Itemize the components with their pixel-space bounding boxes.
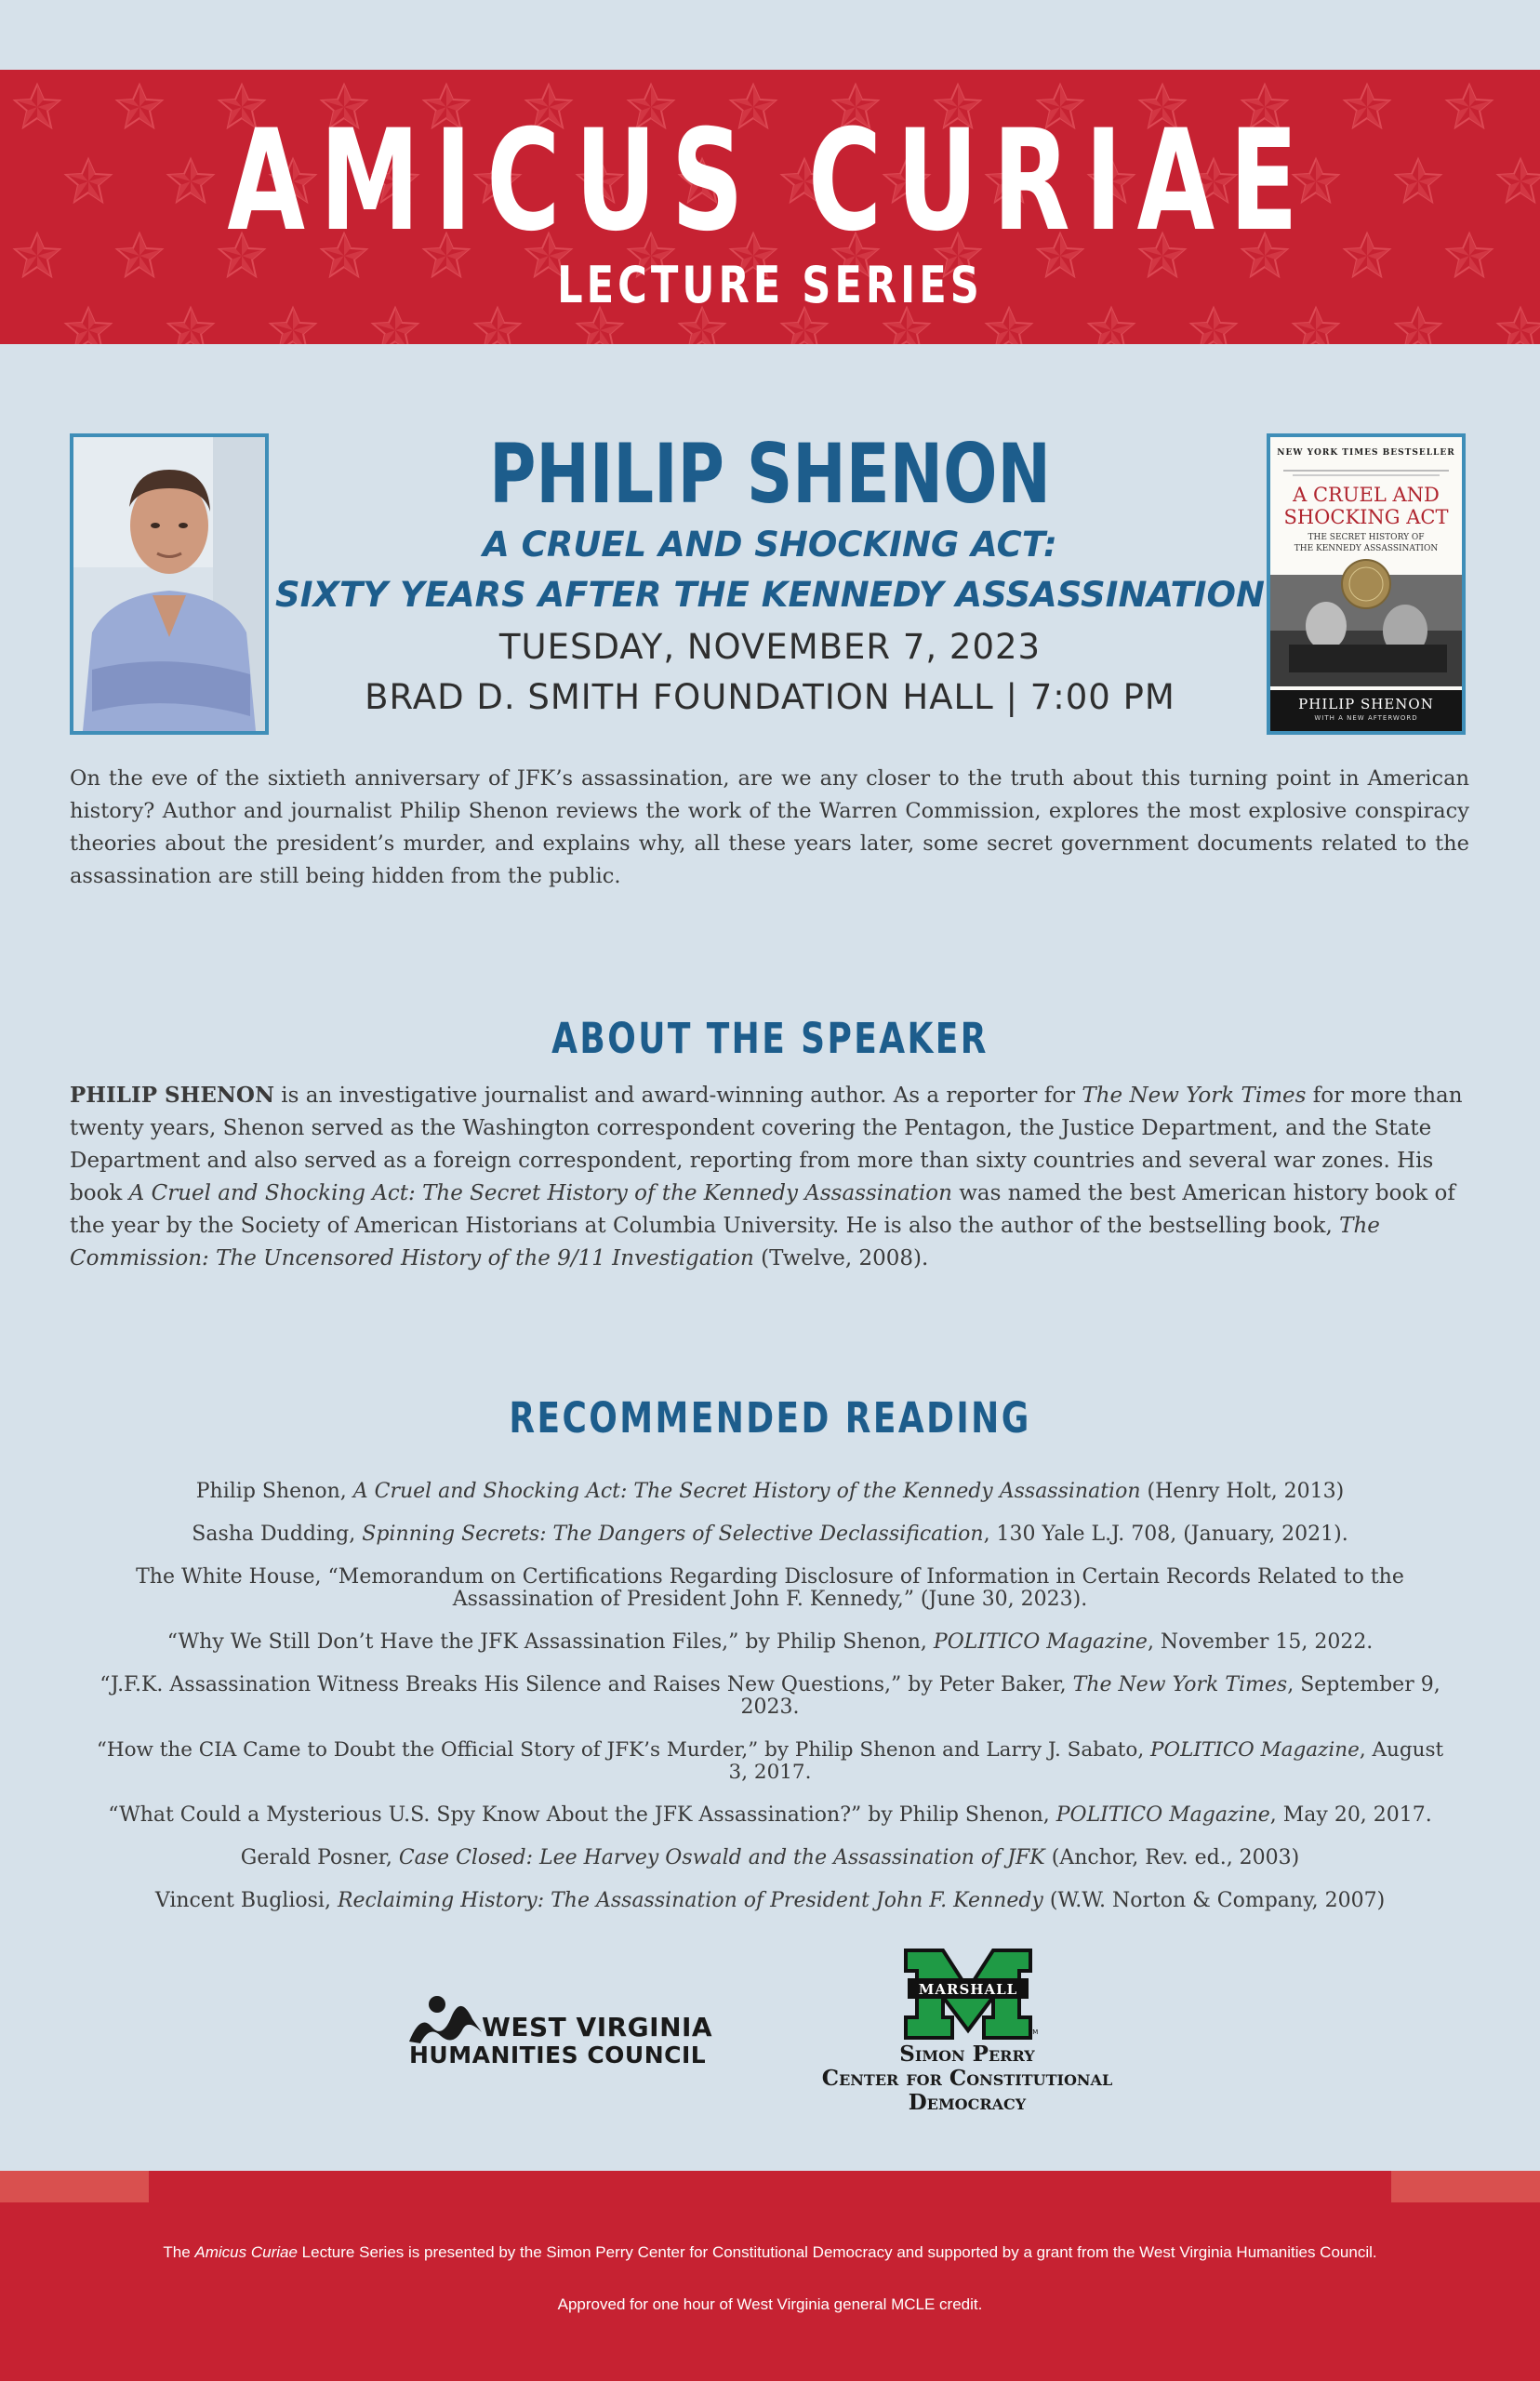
footer-sponsorship-note: The Amicus Curiae Lecture Series is presented by the Simon Perry Center for Constitutional Democracy and supported by a grant from the West Virginia Humanities Council. (163, 2243, 1377, 2261)
center-name-line1: Simon Perry (899, 2042, 1035, 2067)
event-date: TUESDAY, NOVEMBER 7, 2023 (498, 627, 1042, 667)
wvhc-logo: WEST VIRGINIA HUMANITIES COUNCIL (409, 1995, 744, 2069)
event-description: On the eve of the sixtieth anniversary of JFK’s assassination, are we any closer to the truth about this turning point in American history? Author and journalist Philip Shenon reviews the work of the Warren Commission, explores the most explosive conspiracy theories about the president’s murder, and explains why, all these years later, some secret government documents related to the assassination are still being hidden from the public. (70, 766, 1469, 888)
talk-title-line2: SIXTY YEARS AFTER THE KENNEDY ASSASSINATION (275, 575, 1265, 615)
reading-item: Philip Shenon, A Cruel and Shocking Act: The Secret History of the Kennedy Assassination (Henry Holt, 2013) (195, 1480, 1345, 1503)
reading-item: “Why We Still Don’t Have the JFK Assassination Files,” by Philip Shenon, POLITICO Magazine, November 15, 2022. (166, 1630, 1374, 1654)
footer-tab-right (1391, 2171, 1540, 2202)
reading-item: Gerald Posner, Case Closed: Lee Harvey Oswald and the Assassination of JFK (Anchor, Rev. ed., 2003) (240, 1846, 1300, 1869)
event-location-time: BRAD D. SMITH FOUNDATION HALL | 7:00 PM (365, 677, 1175, 717)
reading-item: The White House, “Memorandum on Certifications Regarding Disclosure of Information in Certain Records Related to the Assassination of President John F. Kennedy,” (June 30, 2023). (136, 1565, 1404, 1611)
reading-heading: RECOMMENDED READING (509, 1393, 1031, 1443)
talk-title-line1: A CRUEL AND SHOCKING ACT: (483, 525, 1057, 565)
book-cover-subtitle: THE SECRET HISTORY OF THE KENNEDY ASSASSINATION (1294, 533, 1439, 553)
reading-item: “What Could a Mysterious U.S. Spy Know About the JFK Assassination?” by Philip Shenon, POLITICO Magazine, May 20, 2017. (108, 1803, 1432, 1827)
series-title: AMICUS CURIAE (227, 100, 1313, 262)
about-speaker-name: PHILIP SHENON (70, 1083, 274, 1108)
marshall-badge-text: MARSHALL (918, 1981, 1018, 1998)
marshall-logo (898, 1947, 1038, 2042)
footer-mcle-note: Approved for one hour of West Virginia general MCLE credit. (557, 2295, 983, 2313)
marshall-tm: TM (1029, 2029, 1039, 2036)
reading-item: “J.F.K. Assassination Witness Breaks His Silence and Raises New Questions,” by Peter Baker, The New York Times, September 9, 2023. (100, 1673, 1440, 1719)
center-name-line2: Center for Constitutional (821, 2066, 1113, 2091)
footer-tab-left (0, 2171, 149, 2202)
reading-item: “How the CIA Came to Doubt the Official Story of JFK’s Murder,” by Philip Shenon and Larry J. Sabato, POLITICO Magazine, August 3, 2017. (96, 1738, 1444, 1784)
book-cover-bestseller: NEW YORK TIMES BESTSELLER (1277, 448, 1455, 458)
footer (0, 2171, 1540, 2381)
book-cover-title: A CRUEL AND SHOCKING ACT (1283, 484, 1449, 528)
header-banner (0, 70, 1540, 344)
book-cover-author: PHILIP SHENON (1298, 696, 1434, 712)
reading-list (93, 1481, 1447, 1933)
series-subtitle: LECTURE SERIES (557, 256, 983, 314)
reading-item: Vincent Bugliosi, Reclaiming History: The Assassination of President John F. Kennedy (W.W. Norton & Company, 2007) (154, 1889, 1386, 1912)
speaker-name: PHILIP SHENON (489, 426, 1051, 522)
about-heading: ABOUT THE SPEAKER (551, 1014, 989, 1063)
center-name-line3: Democracy (908, 2090, 1027, 2115)
book-cover-afterword: WITH A NEW AFTERWORD (1314, 714, 1418, 722)
about-paragraph: PHILIP SHENON is an investigative journalist and award-winning author. As a reporter for The New York Times for more than twenty years, Shenon served as the Washington correspondent covering the Pentagon, the Justice Department, and the State Department and also served as a foreign correspondent, reporting from more than sixty countries and several war zones. His book A Cruel and Shocking Act: The Secret History of the Kennedy Assassination was named the best American history book of the year by the Society of American Historians at Columbia University. He is also the author of the bestselling book, The Commission: The Uncensored History of the 9/11 Investigation (Twelve, 2008). (70, 1083, 1463, 1270)
reading-item: Sasha Dudding, Spinning Secrets: The Dangers of Selective Declassification, 130 Yale L.J. 708, (January, 2021). (192, 1523, 1348, 1546)
